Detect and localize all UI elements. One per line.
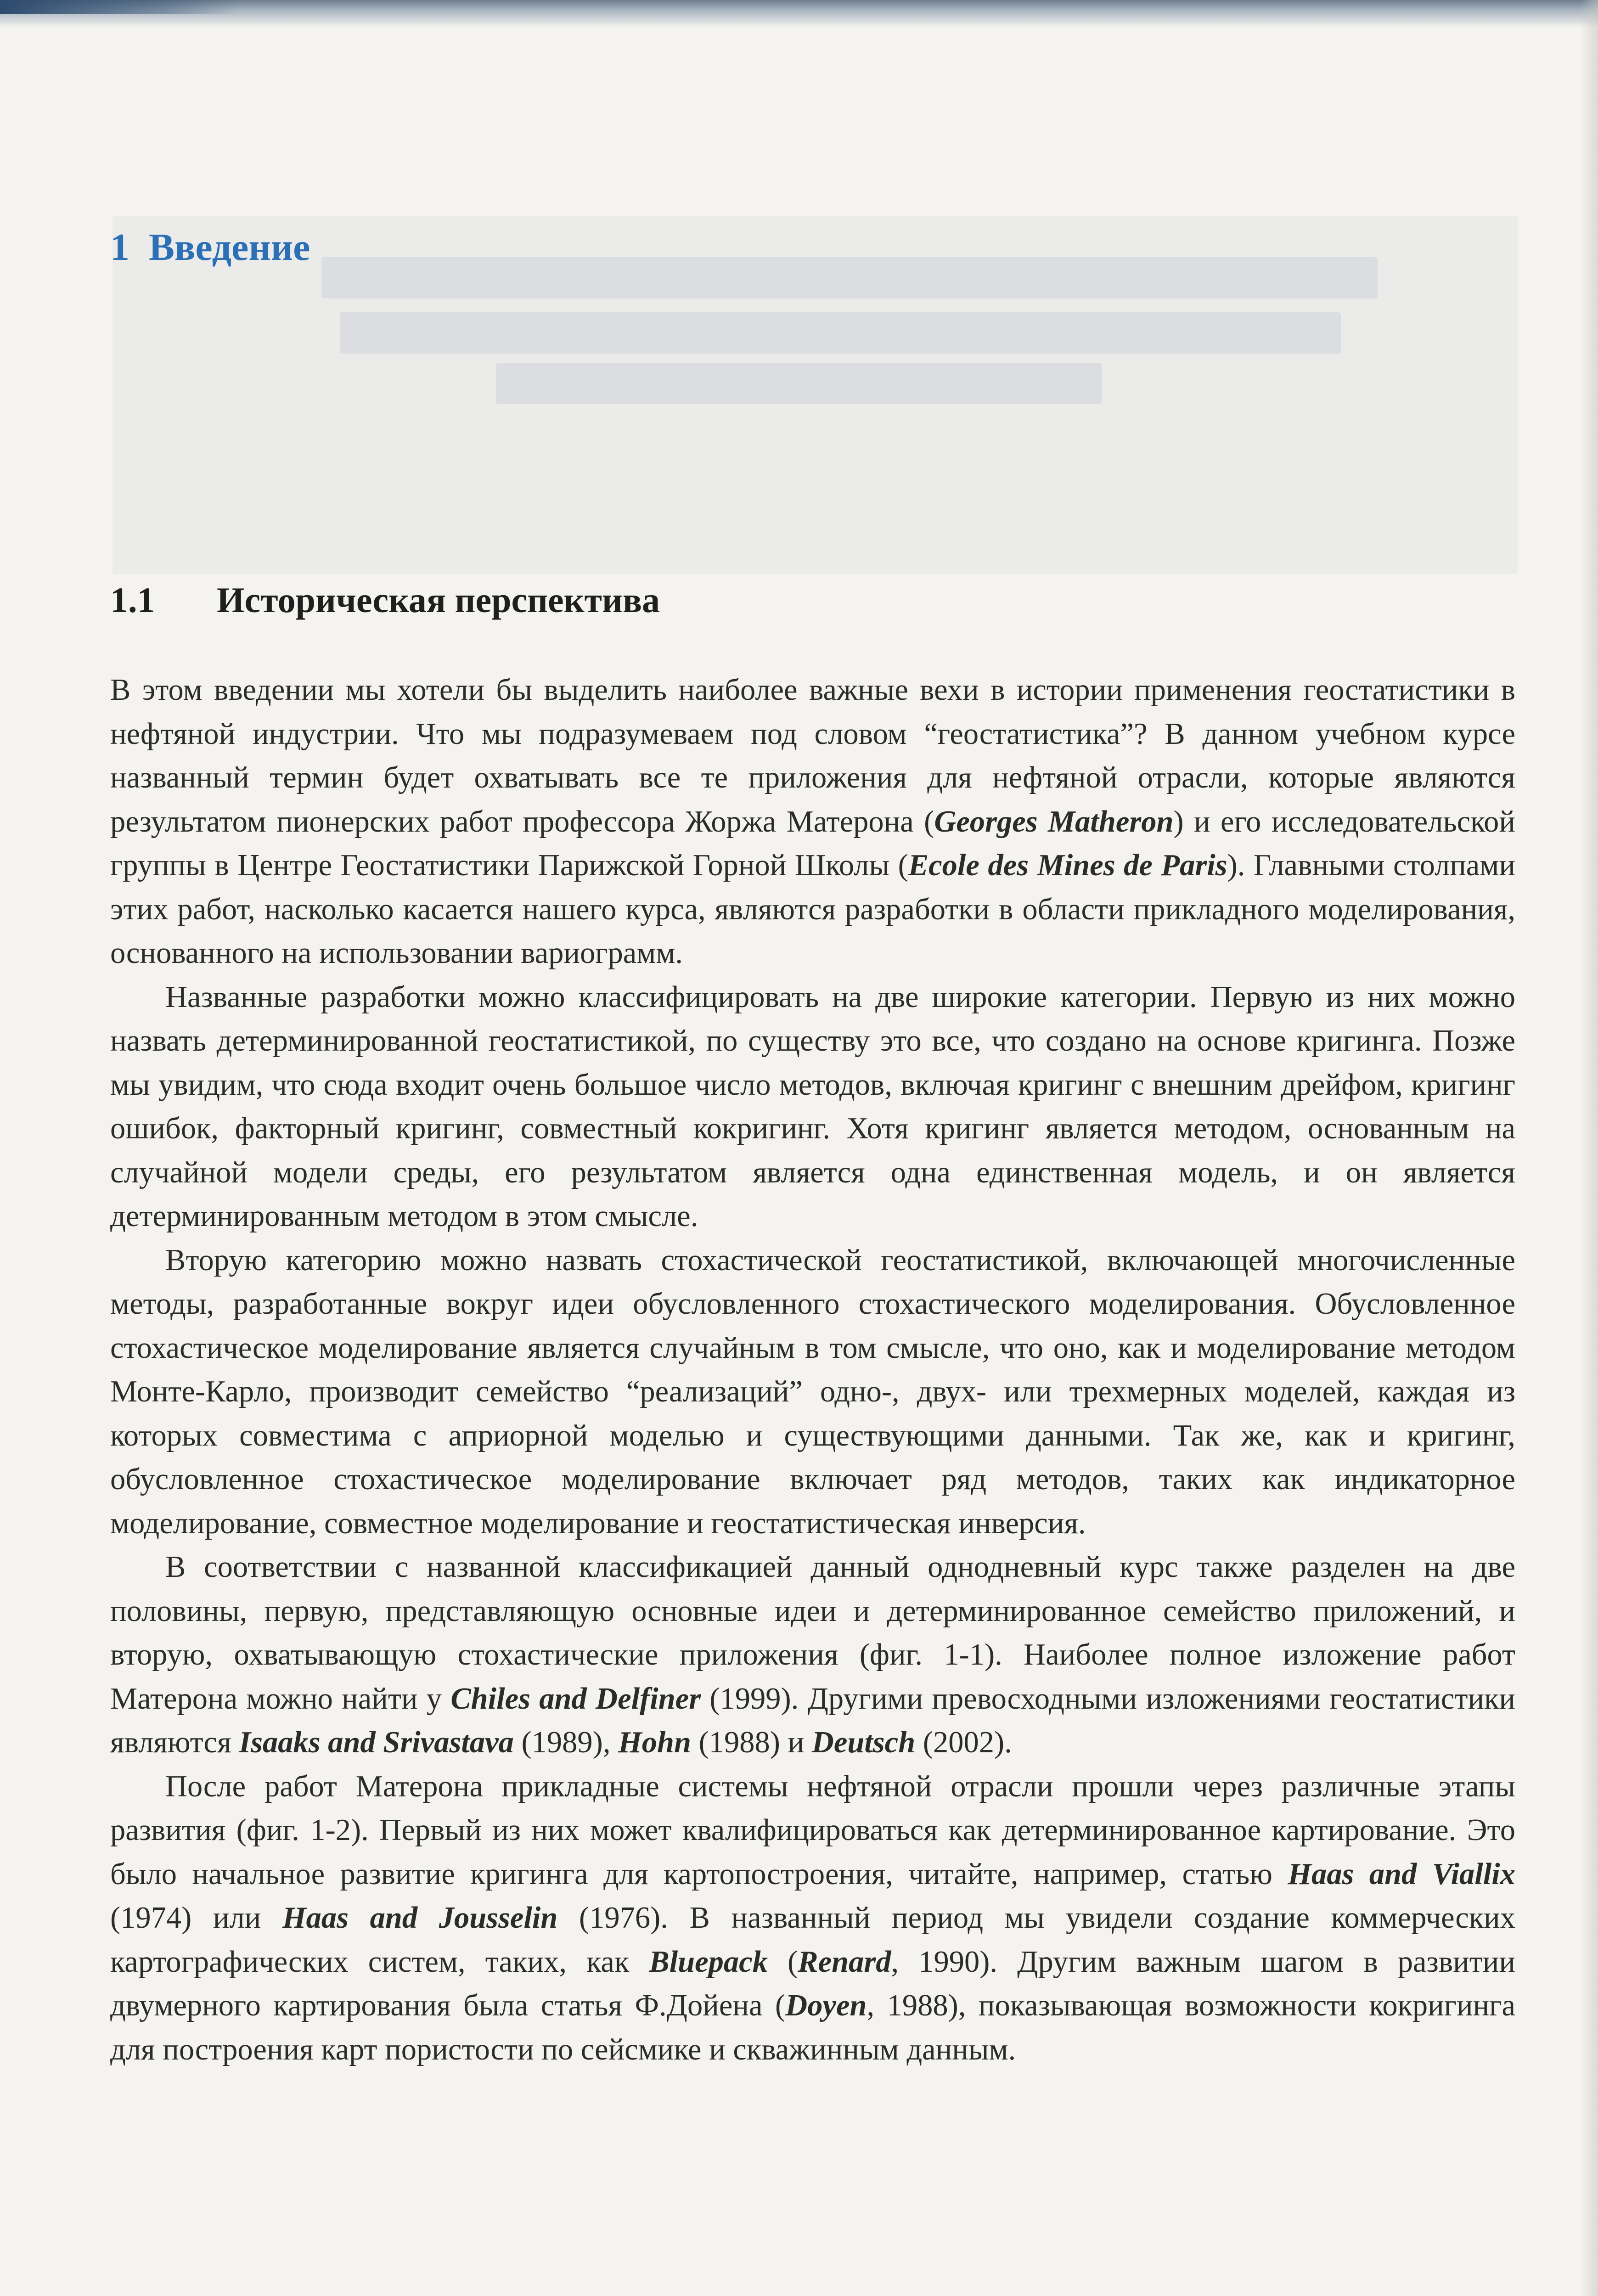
text-run: В этом введении мы хотели бы выделить наиболее важные вехи в истории применения геостатистики в нефтяной индустрии. Что мы подразумеваем под словом “геостатистика”? В данном учебном курсе названный термин будет охватывать все те приложения для нефтяной отрасли, которые являются результатом пионерских работ профессора Жоржа Матерона (	[110, 673, 1515, 838]
author-reference: Deutsch	[811, 1726, 916, 1759]
paragraph-4	[110, 1545, 1515, 1765]
chapter-number: 1	[110, 226, 129, 269]
paragraph-5	[110, 1765, 1515, 2072]
product-reference: Bluepack	[649, 1945, 768, 1979]
chapter-title	[110, 225, 310, 270]
author-reference: Doyen	[785, 1989, 867, 2022]
page-top-binding-edge	[0, 0, 239, 14]
page-top-shadow	[0, 0, 1598, 28]
paragraph-2: Названные разработки можно классифицировать на две широкие категории. Первую из них можно назвать детерминированной геостатистикой, по существу это все, что создано на основе кригинга. Позже мы увидим, что сюда входит очень большое число методов, включая кригинг с внешним дрейфом, кригинг ошибок, факторный кригинг, совместный кокригинг. Хотя кригинг является методом, основанным на случайной модели среды, его результатом является одна единственная модель, и он является детерминированным методом в этом смысле.	[110, 980, 1515, 1233]
text-run: ). Главными столпами этих работ, насколько касается нашего курса, являются разработки в области прикладного моделирования, основанного на использовании вариограмм.	[110, 849, 1515, 970]
text-run: (2002).	[915, 1726, 1012, 1759]
text-run: (	[767, 1945, 798, 1979]
author-reference: Isaaks and Srivastava	[239, 1726, 514, 1759]
text-run: (1999). Другими превосходными изложениями геостатистики являются	[110, 1682, 1515, 1759]
show-through-heading-line	[321, 257, 1378, 298]
chapter-title-text: Введение	[149, 226, 310, 269]
show-through-heading-line	[340, 312, 1341, 354]
text-run: (1989),	[513, 1726, 619, 1759]
section-title-text: Историческая перспектива	[217, 580, 660, 620]
text-run: (1976). В названный период мы увидели создание коммерческих картографических систем, таких, как	[110, 1901, 1515, 1979]
text-run: После работ Матерона прикладные системы нефтяной отрасли прошли через различные этапы развития (фиг. 1-2). Первый из них может квалифицироваться как детерминированное картирование. Это было начальное развитие кригинга для картопостроения, читайте, например, статью	[110, 1769, 1515, 1891]
text-run: ) и его исследовательской группы в Центре Геостатистики Парижской Горной Школы (	[110, 805, 1515, 882]
author-reference: Hohn	[618, 1726, 692, 1759]
author-reference: Haas and Jousselin	[282, 1901, 558, 1935]
section-title	[110, 580, 660, 621]
author-reference: Haas and Viallix	[1288, 1857, 1515, 1891]
text-run: , 1990). Другим важным шагом в развитии двумерного картирования была статья Ф.Дойена (	[110, 1945, 1515, 2022]
paragraph-3: Вторую категорию можно назвать стохастической геостатистикой, включающей многочисленные методы, разработанные вокруг идеи обусловленного стохастического моделирования. Обусловленное стохастическое моделирование является случайным в том смысле, что оно, как и моделирование методом Монте-Карло, производит семейство “реализаций” одно-, двух- или трехмерных моделей, каждая из которых совместима с априорной моделью и существующими данными. Так же, как и кригинг, обусловленное стохастическое моделирование включает ряд методов, таких как индикаторное моделирование, совместное моделирование и геостатистическая инверсия.	[110, 1243, 1515, 1540]
section-number: 1.1	[110, 580, 155, 620]
text-run: (1988) и	[691, 1726, 812, 1759]
author-reference: Chiles and Delfiner	[450, 1682, 701, 1716]
text-run: (1974) или	[110, 1901, 282, 1935]
author-reference: Renard	[798, 1945, 891, 1979]
body-text	[110, 668, 1515, 2071]
page-right-edge	[1580, 0, 1598, 2296]
author-reference: Georges Matheron	[934, 805, 1174, 838]
show-through-heading-line	[496, 363, 1102, 404]
text-run: , 1988), показывающая возможности кокригинга для построения карт пористости по сейсмике и скважинным данным.	[110, 1989, 1515, 2066]
paragraph-1	[110, 668, 1515, 975]
text-run: В соответствии с названной классификацией данный однодневный курс также разделен на две половины, первую, представляющую основные идеи и детерминированное семейство приложений, и вторую, охватывающую стохастические приложения (фиг. 1-1). Наиболее полное изложение работ Матерона можно найти у	[110, 1550, 1515, 1716]
institution-reference: Ecole des Mines de Paris	[908, 849, 1227, 882]
